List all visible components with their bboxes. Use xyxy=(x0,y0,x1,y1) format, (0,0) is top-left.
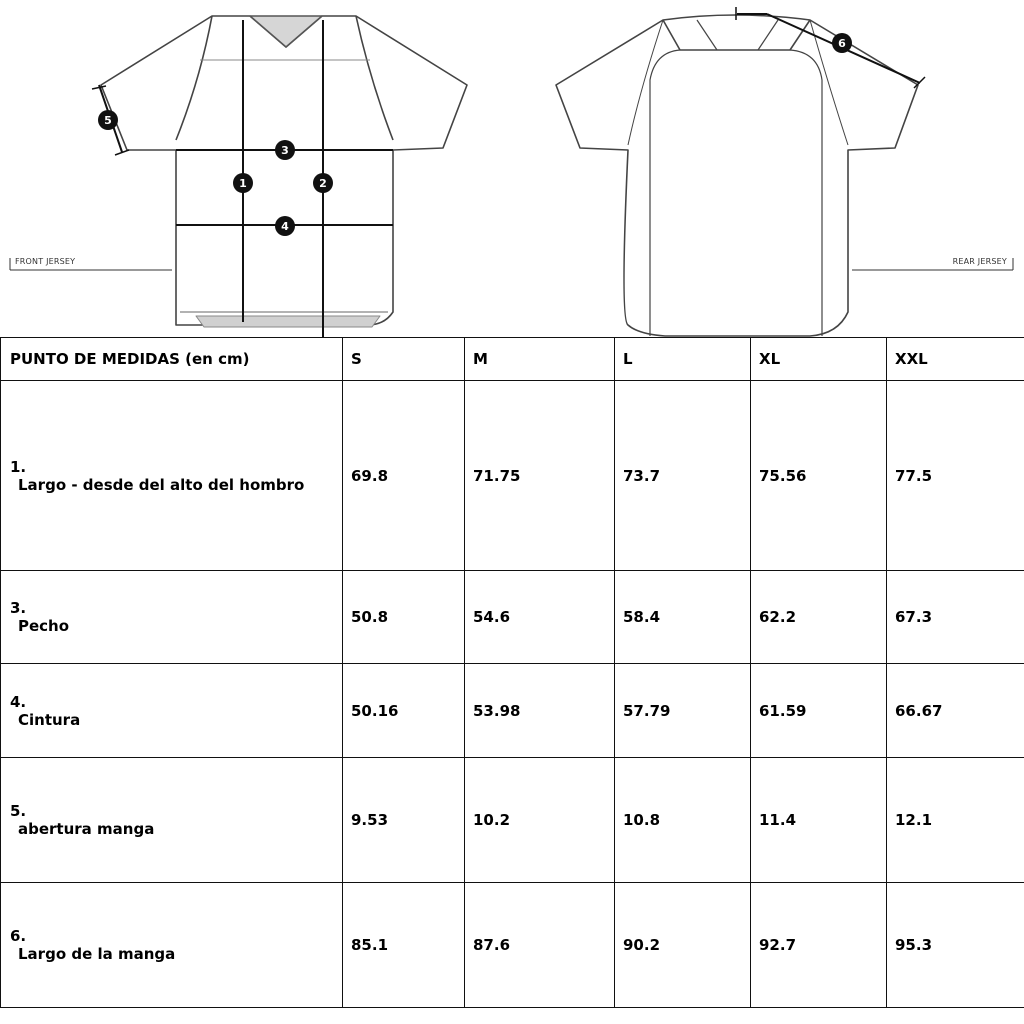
svg-text:4: 4 xyxy=(281,220,289,233)
value-cell: 71.75 xyxy=(465,381,615,571)
value-cell: 66.67 xyxy=(887,664,1024,758)
value-cell: 58.4 xyxy=(615,571,751,664)
marker-1 xyxy=(233,173,253,193)
table-row xyxy=(1,571,1024,664)
value-cell: 67.3 xyxy=(887,571,1024,664)
marker-4 xyxy=(275,216,295,236)
table-row xyxy=(1,381,1024,571)
value-cell: 57.79 xyxy=(615,664,751,758)
measurement-name: abertura manga xyxy=(18,820,155,838)
svg-text:FRONT JERSEY: FRONT JERSEY xyxy=(15,257,76,266)
marker-3 xyxy=(275,140,295,160)
value-cell: 75.56 xyxy=(751,381,887,571)
value-cell: 92.7 xyxy=(751,883,887,1008)
measurement-label xyxy=(1,571,343,664)
svg-text:1: 1 xyxy=(239,177,247,190)
measurement-number: 1. xyxy=(10,457,27,476)
measurement-number: 6. xyxy=(10,927,27,945)
svg-text:REAR JERSEY: REAR JERSEY xyxy=(952,257,1007,266)
measurement-label xyxy=(1,664,343,758)
value-cell: 69.8 xyxy=(343,381,465,571)
value-cell: 77.5 xyxy=(887,381,1024,571)
svg-text:5: 5 xyxy=(104,114,112,127)
size-header-xxl: XXL xyxy=(887,338,1024,381)
table-row xyxy=(1,664,1024,758)
marker-2 xyxy=(313,173,333,193)
measurement-point-header: PUNTO DE MEDIDAS (en cm) xyxy=(1,338,343,381)
measurement-name: Pecho xyxy=(18,617,70,635)
measurement-number: 5. xyxy=(10,802,27,820)
measurement-label xyxy=(1,883,343,1008)
measurement-name: Cintura xyxy=(18,710,81,729)
size-header-s: S xyxy=(343,338,465,381)
rear-jersey-drawing xyxy=(556,15,918,336)
rear-jersey-label xyxy=(852,257,1013,270)
size-header-m: M xyxy=(465,338,615,381)
value-cell: 10.2 xyxy=(465,758,615,883)
value-cell: 95.3 xyxy=(887,883,1024,1008)
measurement-label xyxy=(1,758,343,883)
size-chart-table xyxy=(0,337,1024,1008)
marker-5 xyxy=(98,110,118,130)
value-cell: 11.4 xyxy=(751,758,887,883)
value-cell: 61.59 xyxy=(751,664,887,758)
svg-text:6: 6 xyxy=(838,37,846,50)
value-cell: 53.98 xyxy=(465,664,615,758)
table-row xyxy=(1,883,1024,1008)
table-row xyxy=(1,758,1024,883)
value-cell: 50.16 xyxy=(343,664,465,758)
marker-6 xyxy=(832,33,852,53)
table-header-row xyxy=(1,338,1024,381)
value-cell: 87.6 xyxy=(465,883,615,1008)
front-jersey-drawing xyxy=(101,16,467,327)
value-cell: 12.1 xyxy=(887,758,1024,883)
size-header-xl: XL xyxy=(751,338,887,381)
front-jersey-label xyxy=(10,257,172,270)
svg-text:3: 3 xyxy=(281,144,289,157)
measurement-number: 3. xyxy=(10,599,27,617)
measurement-number: 4. xyxy=(10,692,27,711)
value-cell: 9.53 xyxy=(343,758,465,883)
jersey-measurement-diagram xyxy=(0,0,1024,338)
measurement-name: Largo - desde del alto del hombro xyxy=(18,475,305,494)
value-cell: 50.8 xyxy=(343,571,465,664)
value-cell: 85.1 xyxy=(343,883,465,1008)
measurement-label xyxy=(1,381,343,571)
value-cell: 54.6 xyxy=(465,571,615,664)
value-cell: 73.7 xyxy=(615,381,751,571)
value-cell: 90.2 xyxy=(615,883,751,1008)
size-header-l: L xyxy=(615,338,751,381)
value-cell: 10.8 xyxy=(615,758,751,883)
measurement-name: Largo de la manga xyxy=(18,945,176,963)
svg-text:2: 2 xyxy=(319,177,327,190)
value-cell: 62.2 xyxy=(751,571,887,664)
